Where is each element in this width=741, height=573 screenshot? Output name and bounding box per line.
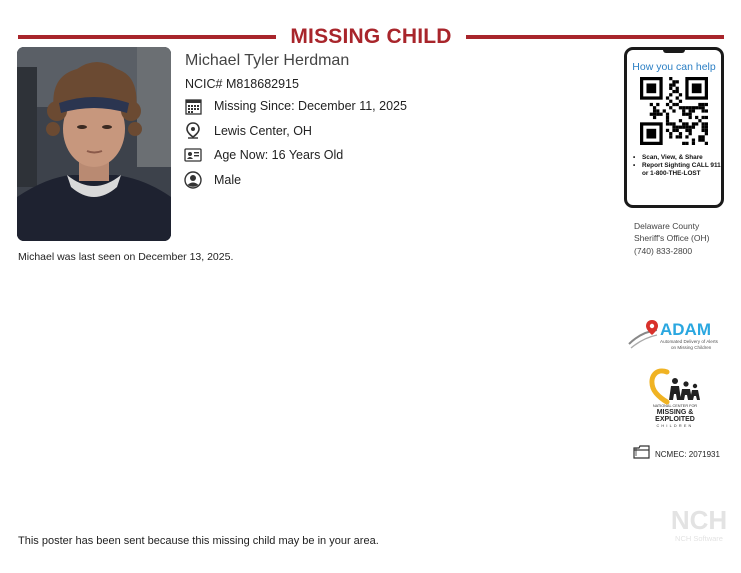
adam-sub1: Automated Delivery of Alerts bbox=[660, 339, 718, 344]
missing-since-text: Missing Since: December 11, 2025 bbox=[214, 99, 407, 113]
agency-name-line1: Delaware County bbox=[634, 221, 700, 231]
child-name: Michael Tyler Herdman bbox=[185, 52, 350, 69]
nch-word: NCH bbox=[670, 505, 728, 535]
missing-since-row bbox=[183, 96, 407, 116]
adam-sub2: on Missing Children bbox=[671, 345, 712, 350]
agency-phone: (740) 833-2800 bbox=[634, 245, 693, 256]
nch-watermark-logo bbox=[668, 503, 730, 545]
poster-title: MISSING CHILD bbox=[290, 25, 452, 48]
calendar-icon bbox=[183, 96, 203, 116]
ncmec-line2: MISSING & bbox=[656, 409, 694, 416]
header-rule-right bbox=[466, 35, 724, 39]
sex-text: Male bbox=[214, 173, 242, 187]
footer-note: This poster has been sent because this missing child may be in your area. bbox=[18, 535, 379, 547]
child-photo bbox=[17, 47, 171, 241]
location-text: Lewis Center, OH bbox=[214, 124, 312, 138]
help-bullet-report: • Report Sighting CALL 911 or 1-800-THE-LOST bbox=[633, 162, 721, 178]
ncmec-case-row bbox=[633, 446, 720, 462]
sex-row bbox=[183, 170, 241, 190]
folder-icon bbox=[633, 445, 650, 464]
help-phone-panel bbox=[624, 47, 724, 208]
person-icon bbox=[183, 170, 203, 190]
map-pin-icon bbox=[183, 121, 203, 141]
phone-notch bbox=[663, 49, 685, 53]
adam-logo bbox=[627, 318, 719, 354]
agency-contact bbox=[634, 220, 709, 257]
help-bullets bbox=[633, 154, 721, 179]
ncmec-logo bbox=[645, 368, 705, 430]
header-rule-left bbox=[18, 35, 276, 39]
nch-sub: NCH Software bbox=[675, 534, 723, 543]
agency-name-line2: Sheriff's Office (OH) bbox=[634, 233, 710, 244]
ncmec-line4: CHILDREN bbox=[656, 424, 694, 428]
age-text: Age Now: 16 Years Old bbox=[214, 148, 344, 162]
last-seen-text: Michael was last seen on December 13, 2025. bbox=[18, 251, 234, 263]
ncmec-case-number: NCMEC: 2071931 bbox=[655, 449, 720, 459]
ncmec-line3: EXPLOITED bbox=[655, 416, 695, 423]
help-bullet-share: • Scan, View, & Share bbox=[633, 154, 721, 162]
age-row bbox=[183, 145, 343, 165]
id-card-icon bbox=[183, 145, 203, 165]
adam-word: ADAM bbox=[660, 320, 711, 339]
qr-code[interactable] bbox=[640, 77, 708, 145]
location-row bbox=[183, 121, 312, 141]
ncmec-line1: NATIONAL CENTER FOR bbox=[652, 404, 698, 408]
help-heading: How you can help bbox=[632, 61, 716, 73]
ncic-number: NCIC# M818682915 bbox=[185, 77, 299, 91]
